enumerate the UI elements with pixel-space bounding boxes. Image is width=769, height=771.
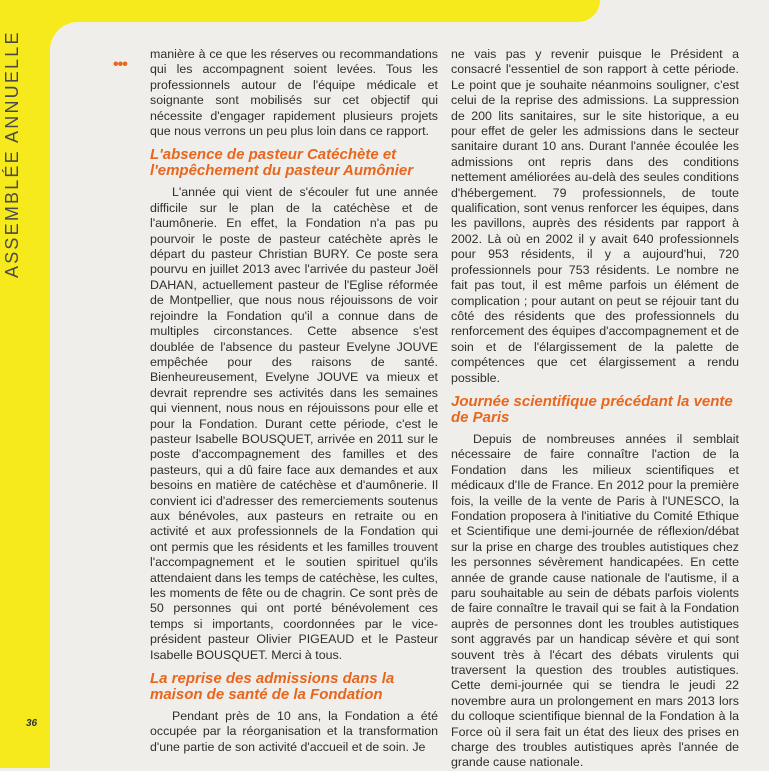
top-color-band	[0, 0, 580, 22]
right-column	[451, 47, 739, 771]
heading-admissions: La reprise des admissions dans la maison de santé de la Fondation	[150, 670, 395, 704]
paragraph-admissions-start: Pendant près de 10 ans, la Fondation a été occupée par la réorganisation et la transformation d'une partie de son activité d'accueil et de soin. Je	[150, 709, 438, 754]
paragraph-catechese: L'année qui vient de s'écouler fut une année difficile sur le plan de la catéchèse et de l'aumônerie. En effet, la Fondation n'a pas pu pourvoir le poste de pasteur catéchète après le départ du pasteur Christian BURY. Ce poste sera pourvu en juillet 2013 avec l'arrivée du pasteur Joël DAHAN, actuellement pasteur de l'Eglise réformée de Montpellier, que nous nous réjouissons de voir rejoindre la Fondation qu'il a connue dans de multiples circonstances. Cette absence s'est doublée de l'absence du pasteur Evelyne JOUVE empêchée pour des raisons de santé. Bienheureusement, Evelyne JOUVE va mieux et devrait reprendre ses activités dans les semaines qui viennent, nous nous en réjouissons pour elle et pour la Fondation. Durant cette période, c'est le pasteur Isabelle BOUSQUET, arrivée en 2011 sur le poste d'accompagnement des familles et des pasteurs, qui a dû faire face aux demandes et aux besoins en matière de catéchèse et d'aumônerie. Il convient ici d'adresser des remerciements soutenus aux bénévoles, aux pasteurs en retraite ou en activité et aux professionnels de la Fondation qui ont permis que les résidents et les familles trouvent l'accompagnement et le soutien spirituel qu'ils attendaient dans les temps de catéchèse, les cultes, les moments de fête ou de chagrin. Ce sont près de 50 personnes qui ont porté bénévolement ces temps si importants, coordonnées par le vice-président pasteur Olivier PIGEAUD et le Pasteur Isabelle BOUSQUET. Merci à tous.	[150, 185, 438, 662]
heading-journee-scientifique: Journée scientifique précédant la vente de Paris	[451, 392, 733, 426]
heading-catechese: L'absence de pasteur Catéchète et l'empêchement du pasteur Aumônier	[150, 146, 414, 180]
paragraph-journee-scientifique: Depuis de nombreuses années il semblait nécessaire de faire connaître l'action de la Fondation dans les milieux scientifiques et médicaux d'Ile de France. En 2012 pour la première fois, la veille de la vente de Paris à l'UNESCO, la Fondation proposera à l'initiative du Comité Ethique et Scientifique une demi-journée de réflexion/débat sur la prise en charge des troubles autistiques chez les personnes sévèrement handicapées. En cette année de grande cause nationale de l'autisme, il a paru souhaitable au sein de débats parfois violents de faire connaître le travail qui se fait à la Fondation auprès de personnes dont les troubles autistiques sont aggravés par un handicap sévère et qui sont souvent très à l'écart des débats virulents qui traversent la question des troubles autistiques. Cette demi-journée qui se tiendra le jeudi 22 novembre aura un prolongement en mars 2013 lors du colloque scientifique biennal de la Fondation à la Force où il sera fait un état des lieux des prises en charge des troubles autistiques après l'année de grande cause nationale.	[451, 431, 739, 770]
top-band-curve	[560, 0, 600, 22]
section-title: ASSEMBLÉE ANNUELLE	[2, 30, 22, 278]
paragraph-admissions-continued: ne vais pas y revenir puisque le Président a consacré l'essentiel de son rapport à cette période. Le point que je souhaite néanmoins souligner, c'est celui de la reprise des admissions. La suppression de 200 lits sanitaires, sur le site historique, a eu pour effet de geler les admissions dans le secteur sanitaire durant 10 ans. Durant l'année écoulée les admissions ont repris dans des conditions nettement améliorées au-delà des seules conditions d'hébergement. 79 professionnels, de toute qualification, sont venus renforcer les équipes, dans les pavillons, auprès des résidents par rapport à 2002. Là où en 2002 il y avait 640 professionnels pour 953 résidents, il y a aujourd'hui, 720 professionnels pour 753 résidents. Le nombre ne fait pas tout, il est même parfois un élément de complication ; pour autant on peut se réjouir tant du côté des résidents que des professionnels du renforcement des équipes d'accompagnement et de soin et de l'élargissement de la palette de compétences que cet élargissement a rendu possible.	[451, 47, 739, 385]
left-column	[150, 47, 438, 755]
intro-paragraph: manière à ce que les réserves ou recommandations qui les accompagnent soient levées. Tous les professionnels autour de l'équipe médicale et soignante sont mobilisés sur cet objectif qui nécessite d'engager rapidement plusieurs projets que nous verrons un peu plus loin dans ce rapport.	[150, 47, 438, 139]
page-number: 36	[26, 718, 38, 729]
bullet-dots-icon: •••	[113, 56, 127, 73]
